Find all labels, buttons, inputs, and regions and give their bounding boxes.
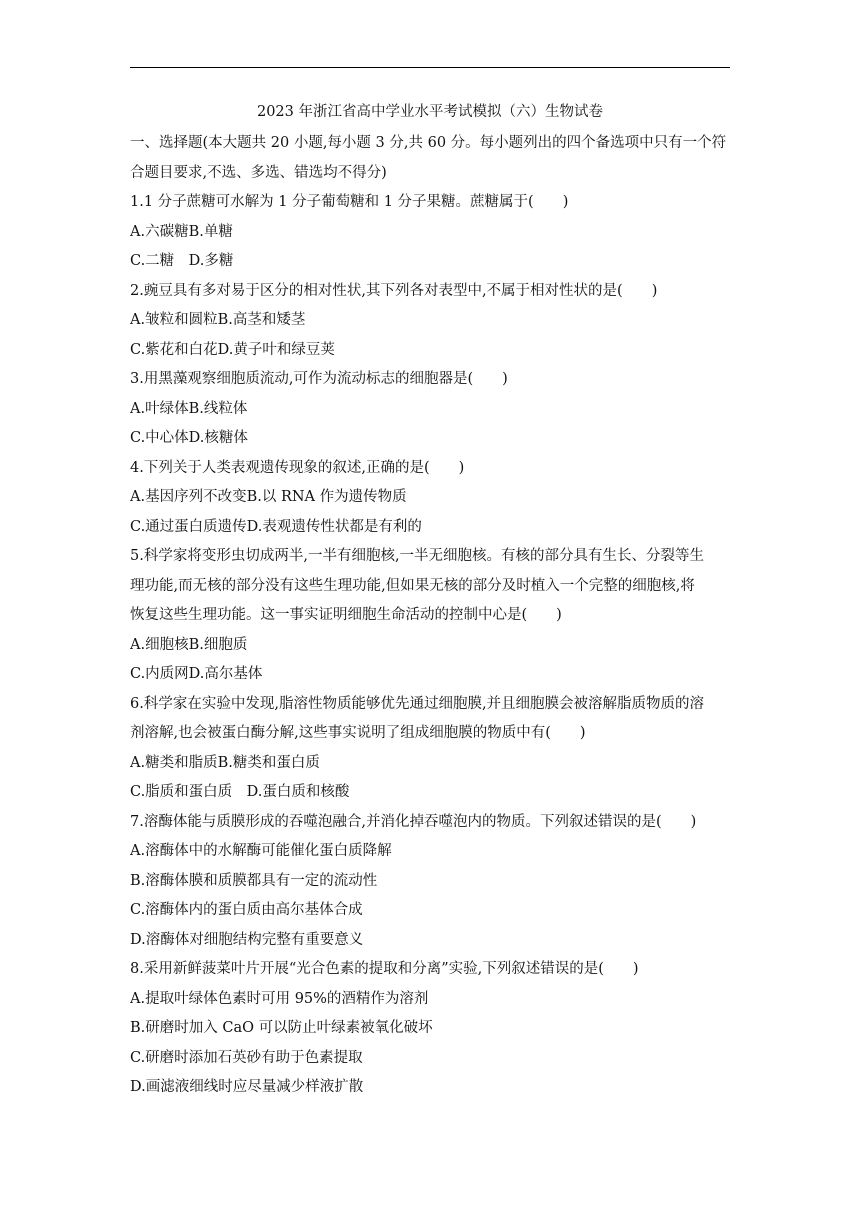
question-stem-4: 4.下列关于人类表观遗传现象的叙述,正确的是( ): [130, 459, 465, 476]
question-option: D.画滤液细线时应尽量减少样液扩散: [130, 1079, 364, 1095]
question-options: A.糖类和脂质B.糖类和蛋白质: [130, 754, 320, 771]
section-instruction: 一、选择题(本大题共 20 小题,每小题 3 分,共 60 分。每小题列出的四个备选项中只有一个符: [130, 135, 727, 151]
question-stem-8: 8.采用新鲜菠菜叶片开展“光合色素的提取和分离”实验,下列叙述错误的是( ): [130, 961, 639, 977]
section-instruction: 合题目要求,不选、多选、错选均不得分): [130, 164, 387, 181]
question-option: B.溶酶体膜和质膜都具有一定的流动性: [130, 872, 378, 889]
question-stem-5: 理功能,而无核的部分没有这些生理功能,但如果无核的部分及时植入一个完整的细胞核,将: [130, 577, 695, 594]
question-body: [130, 129, 734, 1103]
question-stem-2: 2.豌豆具有多对易于区分的相对性状,其下列各对表型中,不属于相对性状的是( ): [130, 282, 658, 299]
question-stem-6: 6.科学家在实验中发现,脂溶性物质能够优先通过细胞膜,并且细胞膜会被溶解脂质物质的溶: [130, 695, 705, 712]
question-stem-6: 剂溶解,也会被蛋白酶分解,这些事实说明了组成细胞膜的物质中有( ): [130, 725, 586, 741]
question-options: C.内质网D.高尔基体: [130, 666, 263, 682]
exam-title: 2023 年浙江省高中学业水平考试模拟（六）生物试卷: [256, 104, 603, 120]
question-options: A.皱粒和圆粒B.高茎和矮茎: [130, 312, 306, 328]
question-option: A.溶酶体中的水解酶可能催化蛋白质降解: [130, 843, 392, 859]
question-option: C.溶酶体内的蛋白质由高尔基体合成: [130, 902, 363, 918]
question-options: A.基因序列不改变B.以 RNA 作为遗传物质: [130, 489, 407, 505]
question-option: D.溶酶体对细胞结构完整有重要意义: [130, 931, 364, 948]
question-options: C.二糖 D.多糖: [130, 253, 234, 269]
question-options: C.通过蛋白质遗传D.表观遗传性状都是有利的: [130, 518, 422, 535]
question-stem-1: 1.1 分子蔗糖可水解为 1 分子葡萄糖和 1 分子果糖。蔗糖属于( ): [130, 194, 569, 210]
question-option: C.研磨时添加石英砂有助于色素提取: [130, 1049, 363, 1066]
question-options: A.六碳糖B.单糖: [130, 223, 233, 240]
question-option: B.研磨时加入 CaO 可以防止叶绿素被氧化破坏: [130, 1020, 433, 1036]
question-option: A.提取叶绿体色素时可用 95%的酒精作为溶剂: [130, 990, 429, 1007]
question-options: C.中心体D.核糖体: [130, 430, 248, 446]
question-stem-5: 5.科学家将变形虫切成两半,一半有细胞核,一半无细胞核。有核的部分具有生长、分裂等生: [130, 548, 705, 564]
question-options: A.叶绿体B.线粒体: [130, 400, 248, 417]
question-options: C.脂质和蛋白质 D.蛋白质和核酸: [130, 784, 350, 800]
question-options: C.紫花和白花D.黄子叶和绿豆荚: [130, 341, 335, 358]
question-stem-5: 恢复这些生理功能。这一事实证明细胞生命活动的控制中心是( ): [130, 607, 562, 623]
question-stem-7: 7.溶酶体能与质膜形成的吞噬泡融合,并消化掉吞噬泡内的物质。下列叙述错误的是( ): [130, 813, 697, 830]
header-rule: [130, 67, 730, 68]
question-stem-3: 3.用黑藻观察细胞质流动,可作为流动标志的细胞器是( ): [130, 371, 508, 387]
question-options: A.细胞核B.细胞质: [130, 636, 248, 653]
